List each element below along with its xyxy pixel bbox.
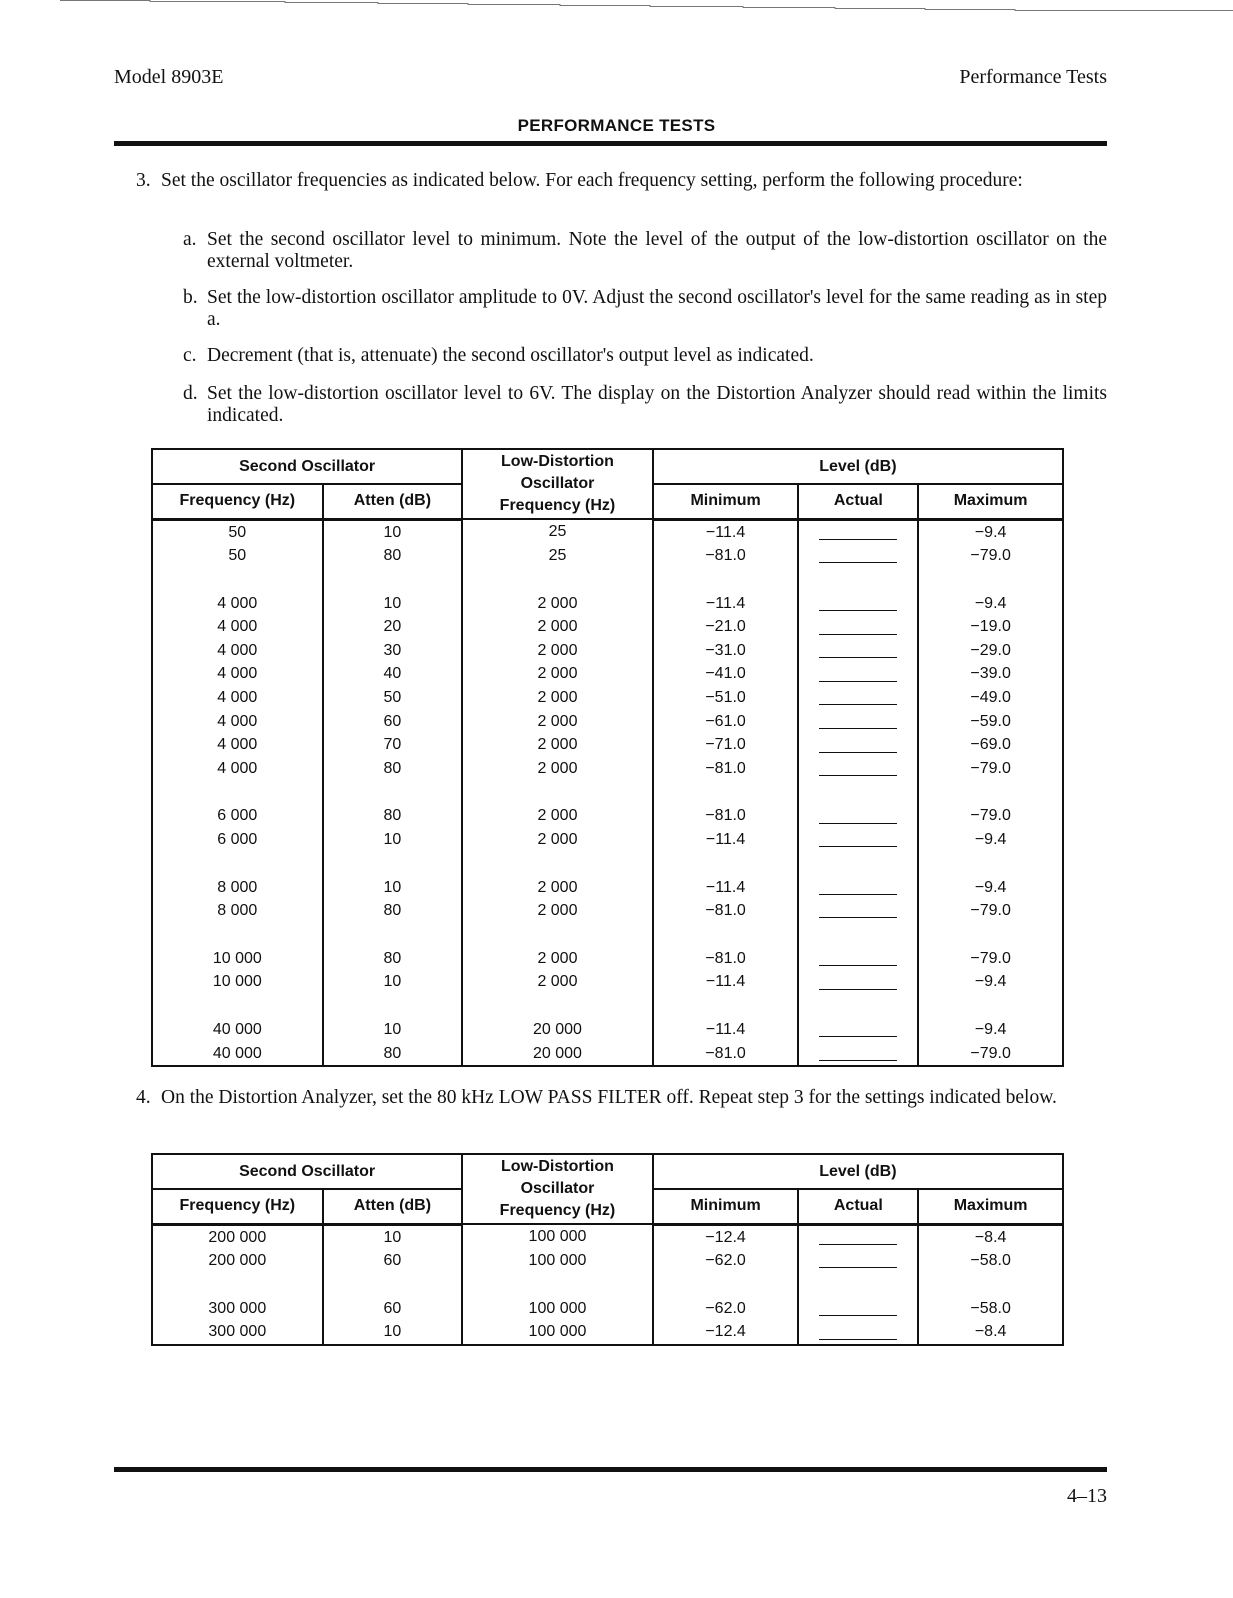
table-row xyxy=(152,1320,1063,1345)
cell-maximum: −79.0 xyxy=(918,804,1063,828)
cell-frequency: 200 000 xyxy=(152,1224,323,1249)
actual-entry-blank[interactable] xyxy=(819,548,897,563)
cell-minimum: −11.4 xyxy=(653,1018,799,1042)
spacer-cell xyxy=(918,568,1063,592)
cell-actual[interactable] xyxy=(798,615,918,639)
spacer-cell xyxy=(462,568,653,592)
spacer-cell xyxy=(653,852,799,876)
cell-frequency: 8 000 xyxy=(152,899,323,923)
cell-actual[interactable] xyxy=(798,876,918,900)
cell-maximum: −79.0 xyxy=(918,1042,1063,1067)
cell-maximum: −9.4 xyxy=(918,876,1063,900)
header-low-distortion-frequency xyxy=(462,1154,653,1224)
spacer-cell xyxy=(323,780,463,804)
header-maximum: Maximum xyxy=(918,484,1063,519)
group-spacer xyxy=(152,852,1063,876)
cell-actual[interactable] xyxy=(798,828,918,852)
table-body xyxy=(152,519,1063,1066)
spacer-cell xyxy=(798,923,918,947)
cell-low-distortion-frequency: 100 000 xyxy=(462,1320,653,1345)
header-minimum: Minimum xyxy=(653,484,799,519)
table-row xyxy=(152,662,1063,686)
cell-actual[interactable] xyxy=(798,1320,918,1345)
cell-low-distortion-frequency: 2 000 xyxy=(462,947,653,971)
cell-maximum: −9.4 xyxy=(918,970,1063,994)
spacer-cell xyxy=(653,923,799,947)
header-line: Oscillator xyxy=(520,1180,595,1197)
cell-low-distortion-frequency: 2 000 xyxy=(462,828,653,852)
spacer-cell xyxy=(918,780,1063,804)
cell-frequency: 4 000 xyxy=(152,662,323,686)
cell-maximum: −8.4 xyxy=(918,1224,1063,1249)
performance-table-1 xyxy=(151,448,1064,1067)
header-frequency: Frequency (Hz) xyxy=(152,484,323,519)
table-row xyxy=(152,828,1063,852)
table-row xyxy=(152,639,1063,663)
spacer-cell xyxy=(918,852,1063,876)
cell-low-distortion-frequency: 2 000 xyxy=(462,757,653,781)
cell-atten: 60 xyxy=(323,1249,463,1273)
group-spacer xyxy=(152,994,1063,1018)
header-atten: Atten (dB) xyxy=(323,1189,463,1224)
cell-maximum: −79.0 xyxy=(918,544,1063,568)
cell-atten: 10 xyxy=(323,1320,463,1345)
cell-actual[interactable] xyxy=(798,662,918,686)
spacer-cell xyxy=(798,780,918,804)
cell-frequency: 50 xyxy=(152,544,323,568)
actual-entry-blank[interactable] xyxy=(819,1301,897,1316)
substep-text: Decrement (that is, attenuate) the second oscillator's output level as indicated. xyxy=(207,345,814,366)
step-text: Set the oscillator frequencies as indicated below. For each frequency setting, perform the following procedure: xyxy=(161,170,1023,191)
cell-minimum: −11.4 xyxy=(653,519,799,544)
cell-low-distortion-frequency: 2 000 xyxy=(462,710,653,734)
cell-maximum: −58.0 xyxy=(918,1297,1063,1321)
header-minimum: Minimum xyxy=(653,1189,799,1224)
cell-low-distortion-frequency: 2 000 xyxy=(462,876,653,900)
cell-atten: 80 xyxy=(323,947,463,971)
table-row xyxy=(152,757,1063,781)
cell-actual[interactable] xyxy=(798,686,918,710)
cell-actual[interactable] xyxy=(798,1042,918,1067)
cell-maximum: −29.0 xyxy=(918,639,1063,663)
cell-atten: 10 xyxy=(323,970,463,994)
group-spacer xyxy=(152,1273,1063,1297)
actual-entry-blank[interactable] xyxy=(819,643,897,658)
cell-maximum: −19.0 xyxy=(918,615,1063,639)
actual-entry-blank[interactable] xyxy=(819,1022,897,1037)
cell-minimum: −81.0 xyxy=(653,899,799,923)
header-line: Low-Distortion xyxy=(501,453,614,470)
actual-entry-blank[interactable] xyxy=(819,667,897,682)
cell-actual[interactable] xyxy=(798,757,918,781)
cell-atten: 50 xyxy=(323,686,463,710)
header-actual: Actual xyxy=(798,1189,918,1224)
substep-text: Set the low-distortion oscillator amplitude to 0V. Adjust the second oscillator's level for the same reading as in step a. xyxy=(207,287,1107,330)
cell-maximum: −59.0 xyxy=(918,710,1063,734)
cell-minimum: −12.4 xyxy=(653,1224,799,1249)
spacer-cell xyxy=(653,1273,799,1297)
header-level-db: Level (dB) xyxy=(653,1154,1063,1189)
cell-maximum: −79.0 xyxy=(918,899,1063,923)
page-number: 4–13 xyxy=(1067,1485,1107,1507)
actual-entry-blank[interactable] xyxy=(819,1253,897,1268)
actual-entry-blank[interactable] xyxy=(819,1230,897,1245)
cell-atten: 60 xyxy=(323,1297,463,1321)
model-label: Model 8903E xyxy=(114,66,224,88)
cell-actual[interactable] xyxy=(798,592,918,616)
spacer-cell xyxy=(653,994,799,1018)
cell-atten: 10 xyxy=(323,592,463,616)
table-row xyxy=(152,804,1063,828)
spacer-cell xyxy=(462,1273,653,1297)
cell-frequency: 6 000 xyxy=(152,828,323,852)
cell-actual[interactable] xyxy=(798,639,918,663)
spacer-cell xyxy=(323,568,463,592)
cell-atten: 80 xyxy=(323,899,463,923)
cell-actual[interactable] xyxy=(798,970,918,994)
table-row xyxy=(152,1042,1063,1067)
cell-minimum: −62.0 xyxy=(653,1249,799,1273)
cell-minimum: −81.0 xyxy=(653,1042,799,1067)
cell-frequency: 4 000 xyxy=(152,615,323,639)
cell-low-distortion-frequency: 2 000 xyxy=(462,804,653,828)
cell-actual[interactable] xyxy=(798,733,918,757)
header-actual: Actual xyxy=(798,484,918,519)
cell-minimum: −81.0 xyxy=(653,544,799,568)
table-row xyxy=(152,710,1063,734)
cell-actual[interactable] xyxy=(798,1224,918,1249)
step-number: 3. xyxy=(136,170,151,191)
table-row xyxy=(152,1297,1063,1321)
cell-low-distortion-frequency: 25 xyxy=(462,544,653,568)
table-row xyxy=(152,686,1063,710)
cell-atten: 40 xyxy=(323,662,463,686)
header-second-oscillator: Second Oscillator xyxy=(152,449,462,484)
cell-minimum: −11.4 xyxy=(653,970,799,994)
cell-minimum: −31.0 xyxy=(653,639,799,663)
cell-low-distortion-frequency: 2 000 xyxy=(462,639,653,663)
spacer-cell xyxy=(323,852,463,876)
spacer-cell xyxy=(462,852,653,876)
spacer-cell xyxy=(798,994,918,1018)
header-second-oscillator: Second Oscillator xyxy=(152,1154,462,1189)
cell-maximum: −49.0 xyxy=(918,686,1063,710)
actual-entry-blank[interactable] xyxy=(819,738,897,753)
cell-frequency: 4 000 xyxy=(152,757,323,781)
cell-maximum: −8.4 xyxy=(918,1320,1063,1345)
cell-maximum: −69.0 xyxy=(918,733,1063,757)
cell-maximum: −9.4 xyxy=(918,519,1063,544)
spacer-cell xyxy=(653,780,799,804)
cell-maximum: −58.0 xyxy=(918,1249,1063,1273)
cell-frequency: 10 000 xyxy=(152,970,323,994)
cell-atten: 10 xyxy=(323,876,463,900)
cell-atten: 20 xyxy=(323,615,463,639)
actual-entry-blank[interactable] xyxy=(819,951,897,966)
cell-low-distortion-frequency: 2 000 xyxy=(462,615,653,639)
actual-entry-blank[interactable] xyxy=(819,1325,897,1340)
cell-frequency: 300 000 xyxy=(152,1297,323,1321)
spacer-cell xyxy=(152,568,323,592)
cell-actual[interactable] xyxy=(798,804,918,828)
table-row xyxy=(152,970,1063,994)
cell-atten: 80 xyxy=(323,544,463,568)
table-row xyxy=(152,519,1063,544)
cell-actual[interactable] xyxy=(798,1018,918,1042)
scan-edge-line xyxy=(60,0,1233,12)
spacer-cell xyxy=(798,852,918,876)
cell-atten: 10 xyxy=(323,519,463,544)
actual-entry-blank[interactable] xyxy=(819,620,897,635)
cell-frequency: 10 000 xyxy=(152,947,323,971)
cell-frequency: 4 000 xyxy=(152,592,323,616)
cell-low-distortion-frequency: 20 000 xyxy=(462,1018,653,1042)
header-frequency: Frequency (Hz) xyxy=(152,1189,323,1224)
actual-entry-blank[interactable] xyxy=(819,596,897,611)
header-line: Frequency (Hz) xyxy=(499,1202,616,1219)
spacer-cell xyxy=(918,923,1063,947)
cell-frequency: 4 000 xyxy=(152,639,323,663)
spacer-cell xyxy=(798,1273,918,1297)
step-text: On the Distortion Analyzer, set the 80 kHz LOW PASS FILTER off. Repeat step 3 for the settings indicated below. xyxy=(161,1087,1057,1108)
cell-minimum: −51.0 xyxy=(653,686,799,710)
spacer-cell xyxy=(653,568,799,592)
performance-table-2 xyxy=(151,1153,1064,1346)
spacer-cell xyxy=(798,568,918,592)
cell-low-distortion-frequency: 25 xyxy=(462,519,653,544)
header-level-db: Level (dB) xyxy=(653,449,1063,484)
cell-low-distortion-frequency: 2 000 xyxy=(462,662,653,686)
actual-entry-blank[interactable] xyxy=(819,714,897,729)
cell-minimum: −12.4 xyxy=(653,1320,799,1345)
footer-divider xyxy=(114,1467,1107,1472)
cell-minimum: −11.4 xyxy=(653,828,799,852)
header-line: Oscillator xyxy=(520,475,595,492)
cell-low-distortion-frequency: 100 000 xyxy=(462,1249,653,1273)
cell-maximum: −9.4 xyxy=(918,828,1063,852)
header-divider xyxy=(114,141,1107,146)
actual-entry-blank[interactable] xyxy=(819,880,897,895)
spacer-cell xyxy=(152,1273,323,1297)
actual-entry-blank[interactable] xyxy=(819,832,897,847)
table-row xyxy=(152,899,1063,923)
spacer-cell xyxy=(323,923,463,947)
cell-maximum: −9.4 xyxy=(918,1018,1063,1042)
cell-maximum: −39.0 xyxy=(918,662,1063,686)
spacer-cell xyxy=(152,923,323,947)
substep-text: Set the second oscillator level to minimum. Note the level of the output of the low-distortion oscillator on the external voltmeter. xyxy=(207,229,1107,272)
actual-entry-blank[interactable] xyxy=(819,903,897,918)
cell-actual[interactable] xyxy=(798,1297,918,1321)
cell-maximum: −9.4 xyxy=(918,592,1063,616)
cell-maximum: −79.0 xyxy=(918,947,1063,971)
cell-low-distortion-frequency: 20 000 xyxy=(462,1042,653,1067)
cell-actual[interactable] xyxy=(798,1249,918,1273)
cell-maximum: −79.0 xyxy=(918,757,1063,781)
table-row xyxy=(152,947,1063,971)
substep-label: b. xyxy=(183,287,198,308)
cell-minimum: −62.0 xyxy=(653,1297,799,1321)
section-label: Performance Tests xyxy=(959,66,1107,88)
cell-actual[interactable] xyxy=(798,899,918,923)
cell-frequency: 300 000 xyxy=(152,1320,323,1345)
cell-frequency: 200 000 xyxy=(152,1249,323,1273)
cell-actual[interactable] xyxy=(798,544,918,568)
spacer-cell xyxy=(462,780,653,804)
cell-minimum: −81.0 xyxy=(653,757,799,781)
header-low-distortion-frequency xyxy=(462,449,653,519)
table-row xyxy=(152,615,1063,639)
actual-entry-blank[interactable] xyxy=(819,975,897,990)
cell-actual[interactable] xyxy=(798,710,918,734)
cell-low-distortion-frequency: 2 000 xyxy=(462,686,653,710)
group-spacer xyxy=(152,780,1063,804)
table-row xyxy=(152,876,1063,900)
cell-low-distortion-frequency: 100 000 xyxy=(462,1297,653,1321)
cell-minimum: −41.0 xyxy=(653,662,799,686)
cell-low-distortion-frequency: 2 000 xyxy=(462,592,653,616)
spacer-cell xyxy=(462,923,653,947)
step-number: 4. xyxy=(136,1087,151,1108)
cell-low-distortion-frequency: 100 000 xyxy=(462,1224,653,1249)
cell-actual[interactable] xyxy=(798,947,918,971)
cell-low-distortion-frequency: 2 000 xyxy=(462,970,653,994)
table-row xyxy=(152,733,1063,757)
spacer-cell xyxy=(918,994,1063,1018)
table-row xyxy=(152,1224,1063,1249)
cell-minimum: −81.0 xyxy=(653,804,799,828)
cell-frequency: 4 000 xyxy=(152,733,323,757)
cell-minimum: −61.0 xyxy=(653,710,799,734)
spacer-cell xyxy=(323,1273,463,1297)
table-row xyxy=(152,544,1063,568)
cell-minimum: −11.4 xyxy=(653,592,799,616)
cell-atten: 80 xyxy=(323,804,463,828)
cell-low-distortion-frequency: 2 000 xyxy=(462,733,653,757)
header-atten: Atten (dB) xyxy=(323,484,463,519)
cell-minimum: −21.0 xyxy=(653,615,799,639)
group-spacer xyxy=(152,923,1063,947)
cell-frequency: 4 000 xyxy=(152,686,323,710)
cell-frequency: 50 xyxy=(152,519,323,544)
cell-minimum: −81.0 xyxy=(653,947,799,971)
spacer-cell xyxy=(918,1273,1063,1297)
spacer-cell xyxy=(152,852,323,876)
substep-label: d. xyxy=(183,383,198,404)
page-title: PERFORMANCE TESTS xyxy=(517,116,716,135)
cell-frequency: 6 000 xyxy=(152,804,323,828)
table-row xyxy=(152,1249,1063,1273)
cell-atten: 10 xyxy=(323,828,463,852)
header-line: Frequency (Hz) xyxy=(499,497,616,514)
actual-entry-blank[interactable] xyxy=(819,1046,897,1061)
spacer-cell xyxy=(323,994,463,1018)
substep-label: a. xyxy=(183,229,197,250)
cell-atten: 10 xyxy=(323,1224,463,1249)
cell-actual[interactable] xyxy=(798,519,918,544)
actual-entry-blank[interactable] xyxy=(819,525,897,540)
actual-entry-blank[interactable] xyxy=(819,761,897,776)
table-row xyxy=(152,1018,1063,1042)
header-line: Low-Distortion xyxy=(501,1158,614,1175)
cell-atten: 80 xyxy=(323,1042,463,1067)
table-body xyxy=(152,1224,1063,1345)
spacer-cell xyxy=(152,780,323,804)
cell-frequency: 40 000 xyxy=(152,1018,323,1042)
cell-frequency: 40 000 xyxy=(152,1042,323,1067)
cell-minimum: −71.0 xyxy=(653,733,799,757)
cell-minimum: −11.4 xyxy=(653,876,799,900)
actual-entry-blank[interactable] xyxy=(819,809,897,824)
cell-frequency: 8 000 xyxy=(152,876,323,900)
substep-label: c. xyxy=(183,345,197,366)
cell-atten: 10 xyxy=(323,1018,463,1042)
cell-low-distortion-frequency: 2 000 xyxy=(462,899,653,923)
cell-atten: 30 xyxy=(323,639,463,663)
spacer-cell xyxy=(462,994,653,1018)
substep-text: Set the low-distortion oscillator level to 6V. The display on the Distortion Analyzer should read within the limits indicated. xyxy=(207,383,1107,426)
table-row xyxy=(152,592,1063,616)
cell-atten: 80 xyxy=(323,757,463,781)
cell-atten: 70 xyxy=(323,733,463,757)
cell-atten: 60 xyxy=(323,710,463,734)
cell-frequency: 4 000 xyxy=(152,710,323,734)
actual-entry-blank[interactable] xyxy=(819,690,897,705)
header-maximum: Maximum xyxy=(918,1189,1063,1224)
group-spacer xyxy=(152,568,1063,592)
spacer-cell xyxy=(152,994,323,1018)
